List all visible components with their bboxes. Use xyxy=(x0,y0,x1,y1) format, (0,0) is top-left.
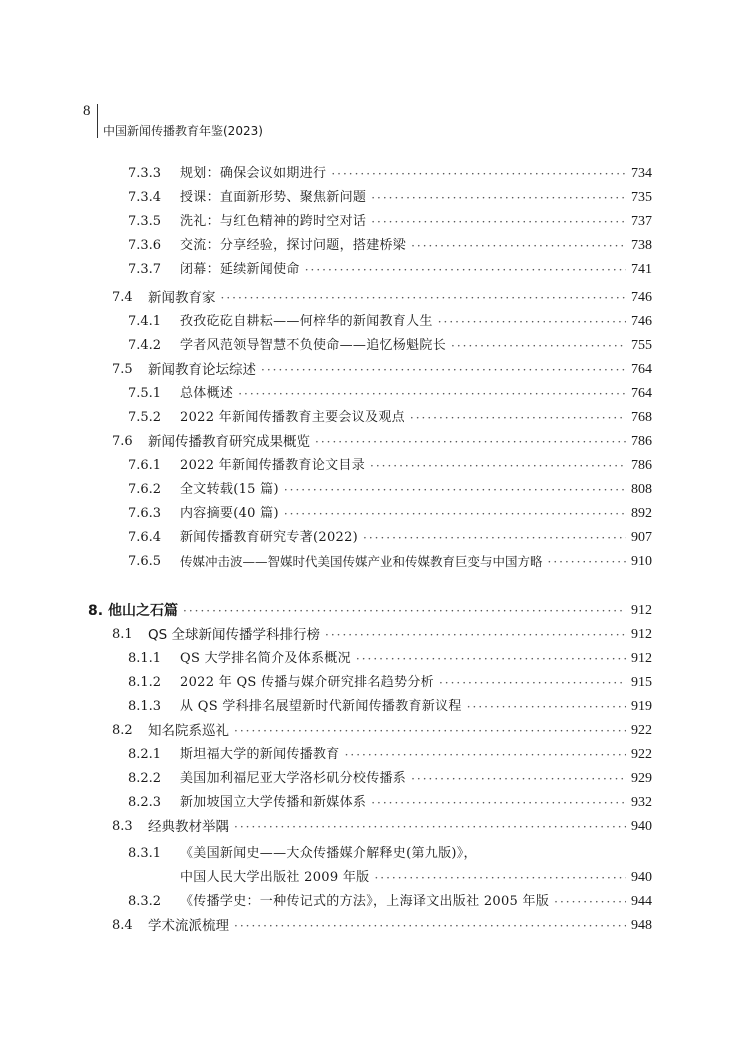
dot-leader xyxy=(554,890,626,914)
toc-entry[interactable] xyxy=(128,310,652,334)
dot-leader xyxy=(371,791,626,815)
toc-section[interactable] xyxy=(112,358,652,382)
toc-entry-title: 洗礼：与红色精神的跨时空对话 xyxy=(180,214,367,229)
dot-leader xyxy=(410,406,626,430)
toc-entry-title: 2022 年新闻传播教育论文目录 xyxy=(180,458,366,473)
toc-entry-page: 932 xyxy=(631,795,652,810)
toc-entry[interactable] xyxy=(128,671,652,695)
dot-leader xyxy=(411,767,626,791)
toc-section-number: 7.6 xyxy=(112,434,133,449)
toc-entry-number: 7.6.4 xyxy=(128,530,162,545)
toc-entry-page: 764 xyxy=(631,386,652,401)
toc-section-number: 8.2 xyxy=(112,723,133,738)
toc-entry-number: 7.4.1 xyxy=(128,314,162,329)
toc-entry-page: 768 xyxy=(631,410,652,425)
toc-entry-page: 919 xyxy=(631,699,652,714)
dot-leader xyxy=(439,671,626,695)
toc-entry[interactable] xyxy=(128,791,652,815)
toc-entry-title: 交流：分享经验，探讨问题，搭建桥梁 xyxy=(180,238,407,253)
toc-section[interactable] xyxy=(112,430,652,454)
toc-entry-title: 斯坦福大学的新闻传播教育 xyxy=(180,747,340,762)
toc-entry-page: 929 xyxy=(631,771,652,786)
toc-entry[interactable] xyxy=(128,743,652,767)
toc-section-number: 8.3 xyxy=(112,819,133,834)
toc-section-title: 新闻教育家 xyxy=(148,290,216,306)
dot-leader xyxy=(356,647,626,671)
toc-entry[interactable] xyxy=(128,382,652,406)
toc-section-title: 学术流派梳理 xyxy=(148,918,229,934)
toc-section[interactable] xyxy=(112,719,652,743)
dot-leader xyxy=(371,210,626,234)
toc-entry-title: 从 QS 学科排名展望新时代新闻传播教育新议程 xyxy=(180,699,462,714)
toc-entry-number: 8.2.2 xyxy=(128,771,162,786)
toc-entry-number: 7.3.6 xyxy=(128,238,162,253)
toc-entry-page: 786 xyxy=(631,458,652,473)
toc-entry-page: 737 xyxy=(631,214,652,229)
toc-chapter-number: 8. xyxy=(88,603,104,619)
dot-leader xyxy=(183,599,626,623)
dot-leader xyxy=(345,743,626,767)
toc-entry[interactable] xyxy=(128,502,652,526)
toc-entry-title: 全文转载(15 篇) xyxy=(180,482,279,497)
toc-entry[interactable] xyxy=(128,526,652,550)
toc-entry-title: 《传播学史：一种传记式的方法》，上海译文出版社 2005 年版 xyxy=(180,894,550,909)
toc-entry[interactable] xyxy=(128,334,652,358)
toc-entry-page: 940 xyxy=(631,870,652,885)
toc-entry-title: 传媒冲击波——智媒时代美国传媒产业和传媒教育巨变与中国方略 xyxy=(180,554,543,569)
toc-entry-title: 授课：直面新形势、聚焦新问题 xyxy=(180,190,367,205)
toc-entry-page: 944 xyxy=(631,894,652,909)
toc-entry[interactable] xyxy=(128,186,652,210)
toc-entry-number: 7.5.1 xyxy=(128,386,162,401)
toc-entry[interactable] xyxy=(128,647,652,671)
toc-entry[interactable] xyxy=(128,210,652,234)
toc-entry-title: 内容摘要(40 篇) xyxy=(180,506,279,521)
toc-entry-number: 7.6.3 xyxy=(128,506,162,521)
toc-entry-title: 总体概述 xyxy=(180,386,234,401)
toc-section-page: 764 xyxy=(631,362,652,377)
toc-entry[interactable] xyxy=(128,767,652,791)
toc-entry-page: 912 xyxy=(631,651,652,666)
toc-entry[interactable] xyxy=(128,890,652,914)
dot-leader xyxy=(411,234,626,258)
dot-leader xyxy=(234,914,626,938)
toc-section-title: QS 全球新闻传播学科排行榜 xyxy=(148,627,320,643)
toc-entry-number: 8.2.1 xyxy=(128,747,162,762)
toc-section[interactable] xyxy=(112,914,652,938)
dot-leader xyxy=(284,502,626,526)
dot-leader xyxy=(234,719,626,743)
toc-entry-continuation[interactable] xyxy=(180,866,652,890)
toc-entry-number: 7.3.3 xyxy=(128,166,162,181)
toc-entry[interactable] xyxy=(128,478,652,502)
toc-section-number: 8.4 xyxy=(112,918,133,933)
dot-leader xyxy=(363,526,626,550)
toc-section-page: 746 xyxy=(631,290,652,305)
toc-entry-number: 7.3.7 xyxy=(128,262,162,277)
dot-leader xyxy=(438,310,626,334)
toc-entry-page: 755 xyxy=(631,338,652,353)
toc-chapter-title: 他山之石篇 xyxy=(108,603,178,619)
toc-entry-title: 新闻传播教育研究专著(2022) xyxy=(180,530,359,545)
toc-entry-page: 922 xyxy=(631,747,652,762)
dot-leader xyxy=(371,186,626,210)
toc-section[interactable] xyxy=(112,286,652,310)
toc-entry[interactable] xyxy=(128,406,652,430)
toc-entry-number: 8.1.3 xyxy=(128,699,162,714)
dot-leader xyxy=(305,258,626,282)
dot-leader xyxy=(325,623,626,647)
toc-chapter[interactable] xyxy=(88,599,652,623)
toc-entry-number: 7.6.5 xyxy=(128,554,162,569)
toc-entry-number: 8.3.1 xyxy=(128,846,162,861)
toc-section-title: 经典教材举隅 xyxy=(148,819,229,835)
toc-entry[interactable] xyxy=(128,550,652,574)
toc-entry[interactable] xyxy=(128,454,652,478)
toc-entry-title: 2022 年 QS 传播与媒介研究排名趋势分析 xyxy=(180,675,434,690)
toc-section-page: 940 xyxy=(631,819,652,834)
dot-leader xyxy=(284,478,626,502)
dot-leader xyxy=(331,162,626,186)
toc-entry[interactable] xyxy=(128,234,652,258)
toc-entry-page: 915 xyxy=(631,675,652,690)
toc-entry[interactable] xyxy=(128,695,652,719)
dot-leader xyxy=(261,358,626,382)
toc-section-number: 7.5 xyxy=(112,362,133,377)
toc-entry-number: 8.1.1 xyxy=(128,651,162,666)
toc-entry-number: 8.1.2 xyxy=(128,675,162,690)
dot-leader xyxy=(374,866,626,890)
dot-leader xyxy=(234,815,626,839)
toc-entry-title: 美国加利福尼亚大学洛杉矶分校传播系 xyxy=(180,771,407,786)
dot-leader xyxy=(221,286,627,310)
book-title: 中国新闻传播教育年鉴(2023) xyxy=(103,124,263,138)
dot-leader xyxy=(370,454,626,478)
toc-entry[interactable] xyxy=(128,842,652,866)
toc-entry-number: 7.6.2 xyxy=(128,482,162,497)
toc-entry-page: 735 xyxy=(631,190,652,205)
toc-chapter-page: 912 xyxy=(631,603,652,618)
toc-section-number: 7.4 xyxy=(112,290,133,305)
toc-entry-title: 学者风范领导智慧不负使命——追忆杨魁院长 xyxy=(180,338,447,353)
toc-entry-number: 8.2.3 xyxy=(128,795,162,810)
toc-entry-title: 《美国新闻史——大众传播媒介解释史(第九版)》， xyxy=(180,846,477,861)
dot-leader xyxy=(548,550,626,574)
toc-entry-title: 新加坡国立大学传播和新媒体系 xyxy=(180,795,367,810)
toc-entry-title-continued: 中国人民大学出版社 2009 年版 xyxy=(180,870,370,885)
toc-entry-title: 2022 年新闻传播教育主要会议及观点 xyxy=(180,410,405,425)
toc-section-title: 新闻传播教育研究成果概览 xyxy=(148,434,310,450)
toc-section-page: 922 xyxy=(631,723,652,738)
toc-section-page: 912 xyxy=(631,627,652,642)
toc-section-page: 948 xyxy=(631,918,652,933)
toc-section[interactable] xyxy=(112,623,652,647)
toc-entry-title: 规划：确保会议如期进行 xyxy=(180,166,327,181)
toc-entry-page: 746 xyxy=(631,314,652,329)
toc-entry-number: 7.5.2 xyxy=(128,410,162,425)
toc-entry-title: 孜孜矻矻自耕耘——何梓华的新闻教育人生 xyxy=(180,314,433,329)
toc-entry-page: 910 xyxy=(631,554,652,569)
toc-entry-title: 闭幕：延续新闻使命 xyxy=(180,262,300,277)
toc-entry-number: 7.4.2 xyxy=(128,338,162,353)
toc-entry-title: QS 大学排名简介及体系概况 xyxy=(180,651,351,666)
page-number: 8 xyxy=(83,103,91,119)
toc-entry-number: 7.3.5 xyxy=(128,214,162,229)
toc-entry-number: 8.3.2 xyxy=(128,894,162,909)
toc-entry[interactable] xyxy=(128,162,652,186)
dot-leader xyxy=(451,334,626,358)
toc-entry-page: 734 xyxy=(631,166,652,181)
dot-leader xyxy=(315,430,626,454)
toc-entry-page: 741 xyxy=(631,262,652,277)
toc-entry[interactable] xyxy=(128,258,652,282)
toc-entry-number: 7.3.4 xyxy=(128,190,162,205)
toc-section[interactable] xyxy=(112,815,652,839)
toc-section-title: 知名院系巡礼 xyxy=(148,723,229,739)
toc-entry-page: 892 xyxy=(631,506,652,521)
toc-section-page: 786 xyxy=(631,434,652,449)
toc-entry-number: 7.6.1 xyxy=(128,458,162,473)
dot-leader xyxy=(467,695,626,719)
toc-entry-page: 738 xyxy=(631,238,652,253)
toc-entry-page: 907 xyxy=(631,530,652,545)
toc-section-number: 8.1 xyxy=(112,627,133,642)
toc-section-title: 新闻教育论坛综述 xyxy=(148,362,256,378)
toc-entry-page: 808 xyxy=(631,482,652,497)
dot-leader xyxy=(238,382,626,406)
